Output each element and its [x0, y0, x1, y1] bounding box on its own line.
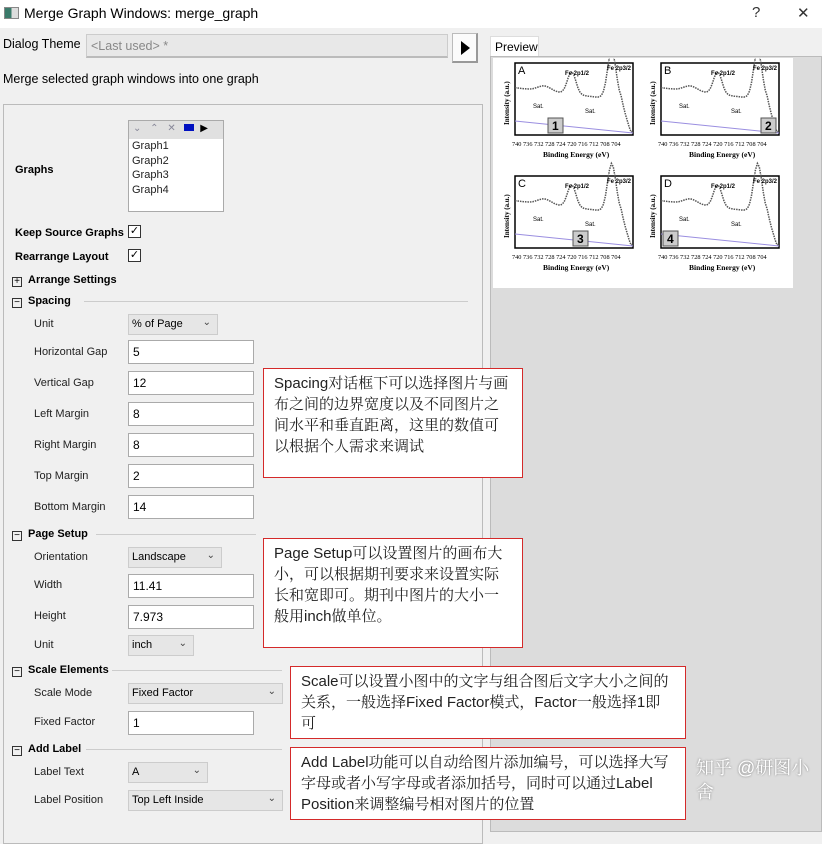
peak-label: Fe 2p1/2	[711, 71, 736, 77]
spacing-section[interactable]	[12, 295, 71, 307]
arrange-settings-section[interactable]	[12, 274, 117, 286]
section-title: Arrange Settings	[28, 274, 117, 286]
collapse-icon[interactable]: −	[12, 667, 22, 677]
chevron-down-icon: ⌄	[178, 638, 187, 649]
scale-elements-section[interactable]	[12, 664, 109, 676]
height-label: Height	[34, 610, 66, 622]
section-title: Page Setup	[28, 528, 88, 540]
tab-preview[interactable]: Preview	[490, 36, 539, 57]
x-axis-label: Binding Energy (eV)	[543, 150, 610, 159]
watermark: 知乎 @研图小舍	[696, 758, 810, 802]
label-number: 4	[667, 232, 674, 246]
x-tick-labels: 740 736 732 728 724 720 716 712 708 704	[512, 254, 621, 261]
dialog-theme-input[interactable]: <Last used> *	[86, 34, 448, 58]
field-label: Vertical Gap	[34, 377, 94, 389]
app-icon	[4, 7, 19, 19]
chevron-down-icon: ⌄	[202, 317, 211, 328]
sat-label: Sat.	[533, 104, 544, 110]
peak-label: Fe 2p3/2	[607, 66, 632, 72]
horizontal-gap-input[interactable]: 5	[128, 340, 254, 364]
peak-label: Fe 2p3/2	[753, 66, 778, 72]
chevron-down-icon: ⌄	[267, 793, 276, 804]
theme-menu-button[interactable]	[452, 33, 478, 63]
field-label: Left Margin	[34, 408, 90, 420]
width-label: Width	[34, 579, 63, 591]
x-axis-label: Binding Energy (eV)	[689, 263, 756, 272]
field-label: Bottom Margin	[34, 501, 106, 513]
label-text-label: Label Text	[34, 766, 84, 778]
label-position-label: Label Position	[34, 794, 104, 806]
right-margin-input[interactable]: 8	[128, 433, 254, 457]
x-axis-label: Binding Energy (eV)	[543, 263, 610, 272]
fixed-factor-input[interactable]: 1	[128, 711, 254, 735]
preview-image	[493, 58, 793, 288]
peak-label: Fe 2p3/2	[753, 179, 778, 185]
scale-mode-select[interactable]	[128, 683, 283, 704]
collapse-icon[interactable]: −	[12, 298, 22, 308]
divider	[112, 670, 282, 671]
select-icon[interactable]	[184, 124, 194, 131]
collapse-icon[interactable]: −	[12, 746, 22, 756]
vertical-gap-input[interactable]: 12	[128, 371, 254, 395]
chevron-down-icon: ⌄	[206, 550, 215, 561]
chevron-down-icon: ⌄	[267, 686, 276, 697]
annotation-spacing: Spacing对话框下可以选择图片与画布之间的边界宽度以及不同图片之间水平和垂直距离，这里的数值可以根据个人需求来调试	[263, 368, 523, 478]
panel-letter: D	[664, 178, 672, 190]
x-tick-labels: 740 736 732 728 724 720 716 712 708 704	[658, 141, 767, 148]
rearrange-label: Rearrange Layout	[15, 251, 109, 263]
peak-label: Fe 2p3/2	[607, 179, 632, 185]
y-axis-label: Intensity (a.u.)	[503, 81, 511, 125]
list-item[interactable]: Graph3	[132, 169, 169, 182]
spacing-unit-select[interactable]	[128, 314, 218, 335]
field-label: Right Margin	[34, 439, 97, 451]
keep-source-checkbox[interactable]: ✓	[129, 225, 140, 237]
select-value: Top Left Inside	[132, 794, 204, 806]
sat-label: Sat.	[679, 104, 690, 110]
x-tick-labels: 740 736 732 728 724 720 716 712 708 704	[512, 141, 621, 148]
select-value: Fixed Factor	[132, 687, 194, 699]
select-value: Landscape	[132, 551, 186, 563]
width-input[interactable]: 11.41	[128, 574, 254, 598]
collapse-icon[interactable]: −	[12, 531, 22, 541]
height-input[interactable]: 7.973	[128, 605, 254, 629]
listbox-toolbar	[129, 121, 223, 139]
sat-label: Sat.	[679, 217, 690, 223]
y-axis-label: Intensity (a.u.)	[649, 194, 657, 238]
annotation-page-setup: Page Setup可以设置图片的画布大小，可以根据期刊要求来设置实际长和宽即可。期刊中图片的大小一般用inch做单位。	[263, 538, 523, 648]
fixed-factor-label: Fixed Factor	[34, 716, 96, 728]
graphs-label: Graphs	[15, 164, 54, 176]
x-axis-label: Binding Energy (eV)	[689, 150, 756, 159]
panel-letter: A	[518, 65, 526, 77]
label-number: 3	[577, 232, 584, 246]
sat-label: Sat.	[585, 109, 596, 115]
move-down-up-remove-icons[interactable]: ⌄ ⌃ ✕	[133, 123, 179, 134]
list-item[interactable]: Graph1	[132, 140, 169, 152]
graphs-listbox[interactable]	[128, 120, 224, 212]
list-item[interactable]: Graph4	[132, 183, 169, 196]
chevron-down-icon: ⌄	[192, 765, 201, 776]
divider	[84, 301, 468, 302]
peak-label: Fe 2p1/2	[565, 184, 590, 190]
y-axis-label: Intensity (a.u.)	[503, 194, 511, 238]
field-label: Horizontal Gap	[34, 346, 108, 358]
page-unit-label: Unit	[34, 639, 54, 651]
section-title: Scale Elements	[28, 664, 109, 676]
divider	[86, 749, 282, 750]
sat-label: Sat.	[731, 222, 742, 228]
sat-label: Sat.	[585, 222, 596, 228]
annotation-add-label: Add Label功能可以自动给图片添加编号，可以选择大写字母或者小写字母或者添加括号，同时可以通过Label Position来调整编号相对图片的位置	[290, 747, 686, 820]
baseline	[661, 234, 779, 246]
bottom-margin-input[interactable]: 14	[128, 495, 254, 519]
rearrange-checkbox[interactable]: ✓	[129, 249, 140, 261]
peak-label: Fe 2p1/2	[711, 184, 736, 190]
page-setup-section[interactable]	[12, 528, 88, 540]
keep-source-label: Keep Source Graphs	[15, 227, 124, 239]
label-position-select[interactable]	[128, 790, 283, 811]
expand-icon[interactable]: +	[12, 277, 22, 287]
field-label: Top Margin	[34, 470, 89, 482]
label-number: 2	[765, 119, 772, 133]
title-bar	[0, 0, 822, 28]
play-icon[interactable]: ▶	[200, 123, 208, 134]
sat-label: Sat.	[731, 109, 742, 115]
add-label-section[interactable]	[12, 743, 81, 755]
dialog-theme-label: Dialog Theme	[3, 37, 81, 51]
baseline	[515, 121, 633, 133]
list-item[interactable]: Graph2	[132, 154, 169, 167]
panel-letter: C	[518, 178, 526, 190]
sat-label: Sat.	[533, 217, 544, 223]
peak-label: Fe 2p1/2	[565, 71, 590, 77]
preview-graphs	[493, 58, 793, 288]
dialog-description: Merge selected graph windows into one graph	[3, 72, 259, 86]
orientation-select[interactable]	[128, 547, 222, 568]
select-value: % of Page	[132, 318, 183, 330]
page-unit-select[interactable]	[128, 635, 194, 656]
section-title: Spacing	[28, 295, 71, 307]
close-button[interactable]: ✕	[797, 5, 810, 22]
x-tick-labels: 740 736 732 728 724 720 716 712 708 704	[658, 254, 767, 261]
panel-letter: B	[664, 65, 672, 77]
label-number: 1	[552, 119, 559, 133]
select-value: A	[132, 766, 140, 778]
spacing-unit-label: Unit	[34, 318, 54, 330]
window-title: Merge Graph Windows: merge_graph	[24, 5, 259, 21]
left-margin-input[interactable]: 8	[128, 402, 254, 426]
annotation-scale: Scale可以设置小图中的文字与组合图后文字大小之间的关系，一般选择Fixed Factor模式，Factor一般选择1即可	[290, 666, 686, 739]
top-margin-input[interactable]: 2	[128, 464, 254, 488]
orientation-label: Orientation	[34, 551, 88, 563]
select-value: inch	[132, 639, 153, 651]
divider	[96, 534, 256, 535]
scale-mode-label: Scale Mode	[34, 687, 93, 699]
help-button[interactable]: ?	[752, 4, 761, 21]
section-title: Add Label	[28, 743, 82, 755]
label-text-select[interactable]	[128, 762, 208, 783]
y-axis-label: Intensity (a.u.)	[649, 81, 657, 125]
